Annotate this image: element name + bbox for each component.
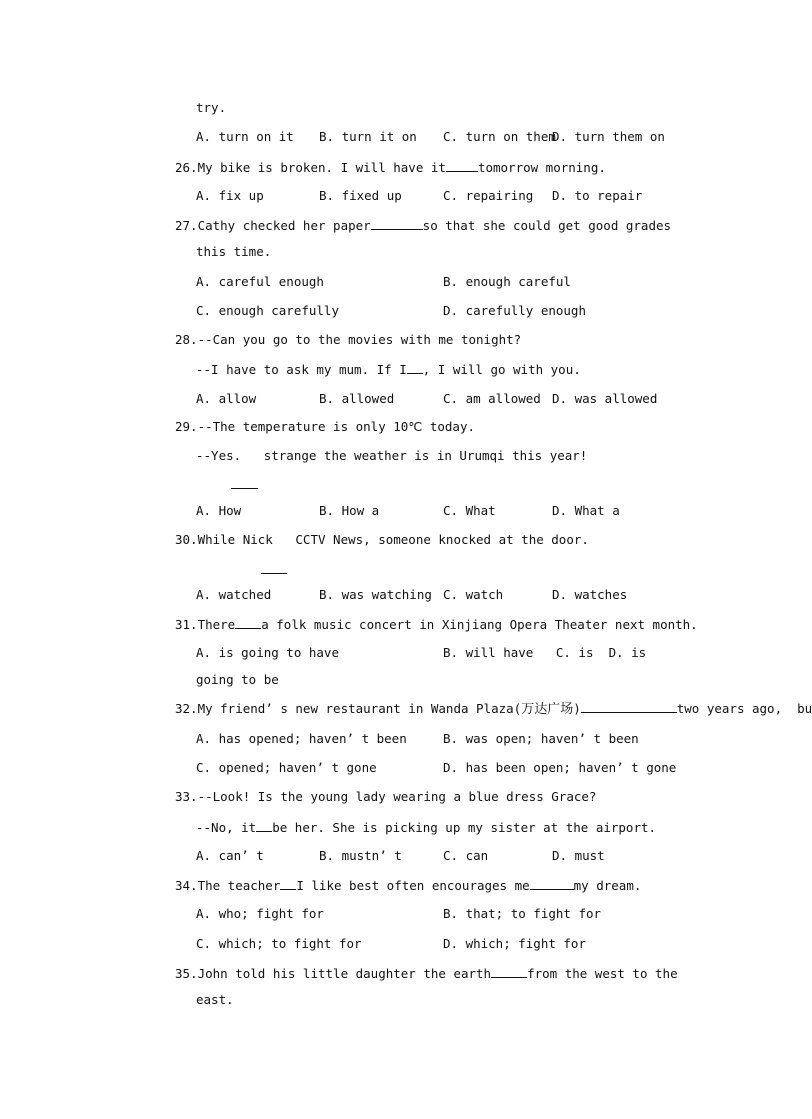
question-29: 29.--The temperature is only 10℃ today. [175,419,476,434]
answer-blank [231,488,258,489]
question-32-chinese: 万达广场 [521,702,574,717]
option-25-c: C. turn on them [443,129,556,144]
question-27-continuation: this time. [196,244,272,259]
option-30-d: D. watches [552,587,628,602]
option-26-b: B. fixed up [319,188,402,203]
option-30-a: A. watched [196,587,272,602]
question-27-part1: 27.Cathy checked her paper [175,218,371,233]
question-26-part2: tomorrow morning. [477,160,606,175]
option-31-a: A. is going to have [196,645,339,660]
option-29-d: D. What a [552,503,620,518]
question-32 [175,700,812,718]
question-35-part1: 35.John told his little daughter the earth [175,966,492,981]
option-26-c: C. repairing [443,188,534,203]
question-34 [175,877,641,894]
option-33-a: A. can’ t [196,848,264,863]
option-33-d: D. must [552,848,605,863]
option-27-d: D. carefully enough [443,303,586,318]
answer-blank [280,877,296,890]
option-25-a: A. turn on it [196,129,294,144]
option-32-a: A. has opened; haven’ t been [196,731,407,746]
option-34-d: D. which; fight for [443,936,586,951]
option-29-c: C. What [443,503,496,518]
option-28-a: A. allow [196,391,257,406]
option-33-c: C. can [443,848,489,863]
option-34-b: B. that; to fight for [443,906,602,921]
question-31-part1: 31.There [175,617,236,632]
option-30-c: C. watch [443,587,504,602]
option-34-a: A. who; fight for [196,906,324,921]
answer-blank [581,700,677,713]
option-29-b: B. How a [319,503,380,518]
question-26 [175,159,606,176]
option-26-d: D. to repair [552,188,643,203]
answer-blank [407,361,423,374]
option-33-b: B. mustn’ t [319,848,402,863]
answer-blank [235,616,261,629]
option-27-c: C. enough carefully [196,303,339,318]
question-28-reply-part1: --I have to ask my mum. If I [196,362,407,377]
question-28: 28.--Can you go to the movies with me tonight? [175,332,522,347]
question-31-part2: a folk music concert in Xinjiang Opera Theater next month. [261,617,698,632]
option-26-a: A. fix up [196,188,264,203]
question-30: 30.While Nick CCTV News, someone knocked at the door. [175,532,589,547]
option-32-b: B. was open; haven’ t been [443,731,639,746]
question-32-part3: two years ago, bu [676,701,812,716]
question-25-continuation: try. [196,100,227,115]
option-28-c: C. am allowed [443,391,541,406]
question-31 [175,616,698,633]
answer-blank [491,965,527,978]
option-25-d: D. turn them on [552,129,665,144]
answer-blank [371,217,423,230]
option-30-b: B. was watching [319,587,432,602]
question-33-reply-part2: be her. She is picking up my sister at the airport. [272,820,657,835]
option-28-d: D. was allowed [552,391,658,406]
question-34-part3: my dream. [573,878,642,893]
option-28-b: B. allowed [319,391,395,406]
option-34-c: C. which; to fight for [196,936,362,951]
option-31-d-continuation: going to be [196,672,279,687]
question-28-reply-part2: , I will go with you. [422,362,581,377]
question-33: 33.--Look! Is the young lady wearing a blue dress Grace? [175,789,597,804]
question-33-reply [196,819,656,836]
answer-blank [530,877,574,890]
answer-blank [446,159,478,172]
question-28-reply [196,361,581,378]
question-32-part1: 32.My friend’ s new restaurant in Wanda Plaza( [175,701,522,716]
answer-blank [261,573,287,574]
question-29-reply: --Yes. strange the weather is in Urumqi this year! [196,448,588,463]
option-32-d: D. has been open; haven’ t gone [443,760,677,775]
question-34-part1: 34.The teacher [175,878,281,893]
question-27-part2: so that she could get good grades [422,218,672,233]
question-35-part2: from the west to the [527,966,678,981]
option-27-b: B. enough careful [443,274,571,289]
question-27 [175,217,671,234]
option-32-c: C. opened; haven’ t gone [196,760,377,775]
option-31-b-c-d: B. will have C. is D. is [443,645,647,660]
option-25-b: B. turn it on [319,129,417,144]
question-35-continuation: east. [196,992,234,1007]
question-34-part2: I like best often encourages me [296,878,530,893]
question-35 [175,965,678,982]
question-32-part2: ) [573,701,581,716]
answer-blank [256,819,272,832]
option-27-a: A. careful enough [196,274,324,289]
question-26-part1: 26.My bike is broken. I will have it [175,160,446,175]
option-29-a: A. How [196,503,242,518]
question-33-reply-part1: --No, it [196,820,257,835]
